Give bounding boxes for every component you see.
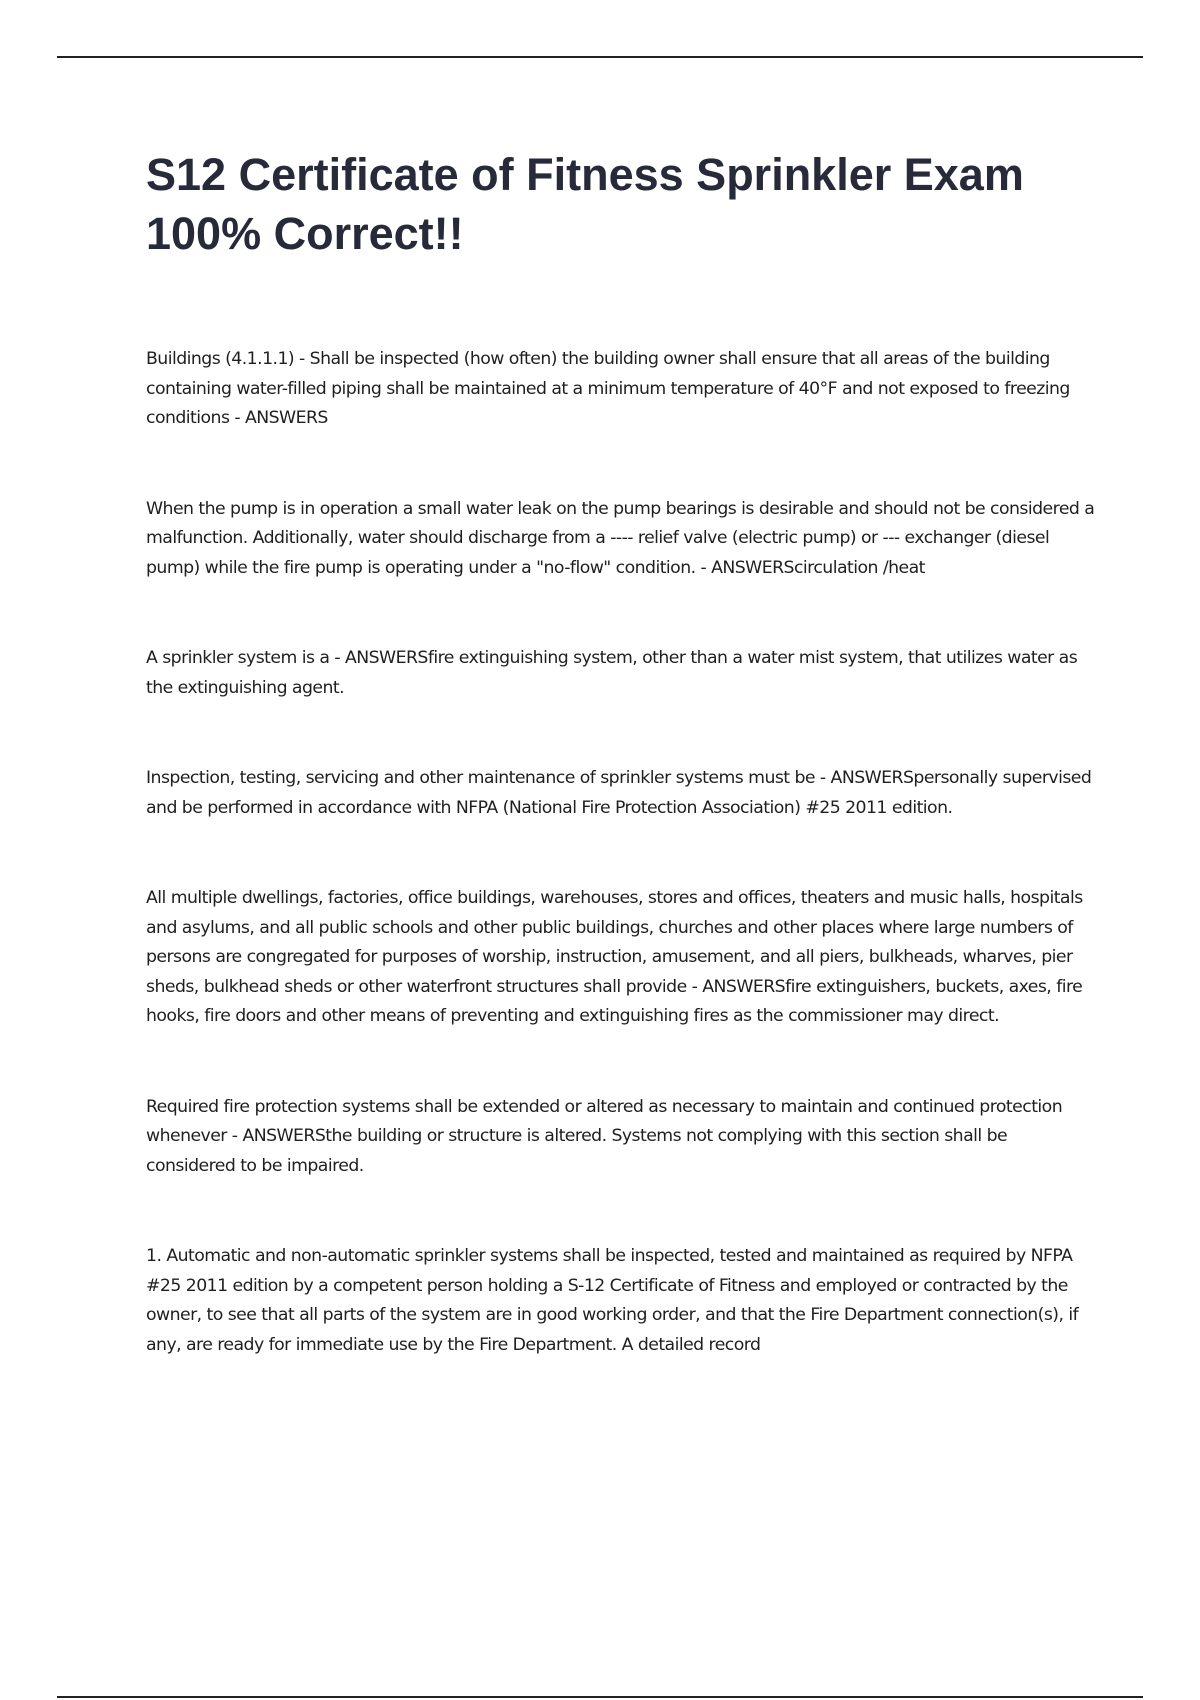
top-divider bbox=[57, 56, 1143, 58]
bottom-divider bbox=[57, 1696, 1143, 1698]
paragraph-multiple-dwellings: All multiple dwellings, factories, office buildings, warehouses, stores and offices, theaters and music halls, hospitals and asylums, and all public schools and other public buildings, churches and other places where large numbers of persons are congregated for purposes of worship, instruction, amusement, and all piers, bulkheads, wharves, pier sheds, bulkhead sheds or other waterfront structures shall provide - ANSWERSfire extinguishers, buckets, axes, fire hooks, fire doors and other means of preventing and extinguishing fires as the commissioner may direct. bbox=[146, 888, 1083, 1026]
document-body bbox=[146, 345, 1096, 1421]
paragraph-automatic-systems: 1. Automatic and non-automatic sprinkler systems shall be inspected, tested and maintained as required by NFPA #25 2011 edition by a competent person holding a S-12 Certificate of Fitness and employed or contracted by the owner, to see that all parts of the system are in good working order, and that the Fire Department connection(s), if any, are ready for immediate use by the Fire Department. A detailed record bbox=[146, 1246, 1079, 1355]
paragraph-required-systems: Required fire protection systems shall be extended or altered as necessary to maintain and continued protection whenever - ANSWERSthe building or structure is altered. Systems not complying with this section shall be considered to be impaired. bbox=[146, 1096, 1063, 1176]
paragraph-buildings: Buildings (4.1.1.1) - Shall be inspected (how often) the building owner shall ensure that all areas of the building containing water-filled piping shall be maintained at a minimum temperature of 40°F and not exposed to freezing conditions - ANSWERS bbox=[146, 349, 1070, 428]
paragraph-sprinkler-system: A sprinkler system is a - ANSWERSfire extinguishing system, other than a water mist system, that utilizes water as the extinguishing agent. bbox=[146, 648, 1078, 698]
paragraph-inspection-testing: Inspection, testing, servicing and other maintenance of sprinkler systems must be - ANSWERSpersonally supervised and be performed in accordance with NFPA (National Fire Protection Association) #25 2011 edition. bbox=[146, 768, 1092, 818]
paragraph-pump-operation: When the pump is in operation a small water leak on the pump bearings is desirable and should not be considered a malfunction. Additionally, water should discharge from a ---- relief valve (electric pump) or --- exchanger (diesel pump) while the fire pump is operating under a "no-flow" condition. - ANSWERScirculation /heat bbox=[146, 498, 1095, 578]
page-title: S12 Certificate of Fitness Sprinkler Exam 100% Correct!! bbox=[146, 149, 1024, 259]
